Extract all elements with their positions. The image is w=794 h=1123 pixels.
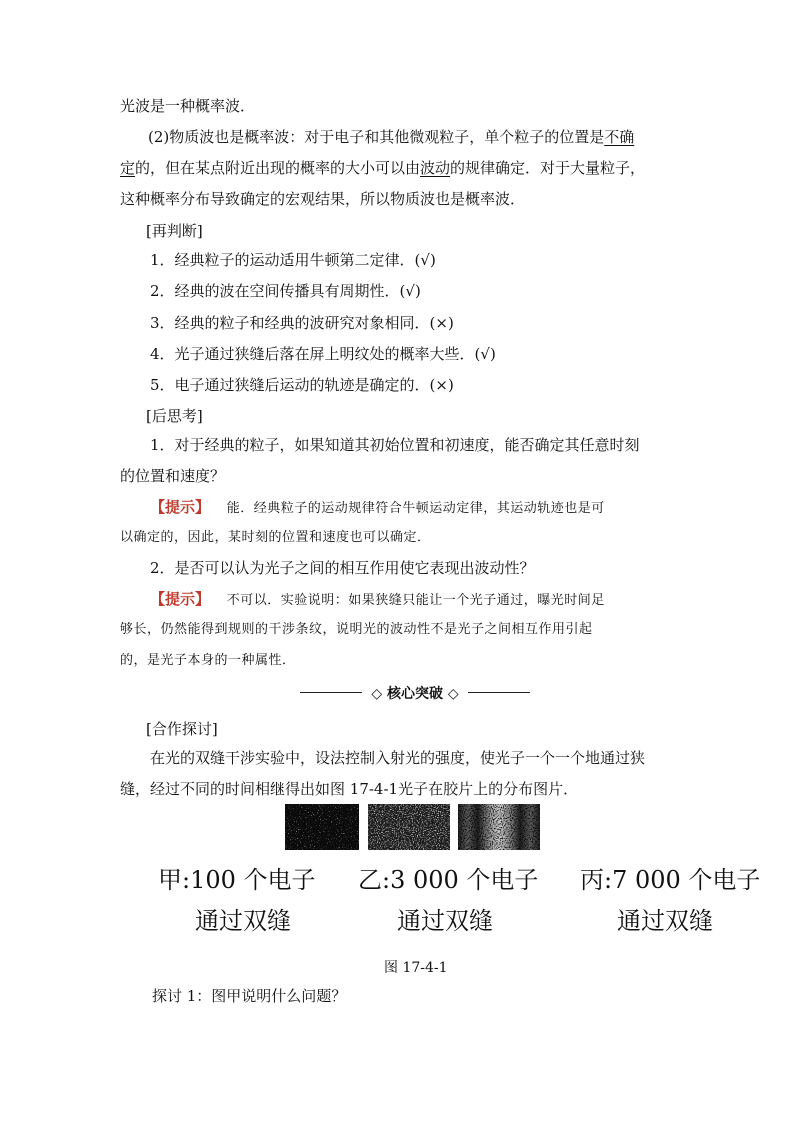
intro-line-1: 光波是一种概率波． <box>120 97 256 115</box>
caption-b-line-2: 通过双缝 <box>397 907 493 935</box>
hint-text: 能．经典粒子的运动规律符合牛顿运动定律，其运动轨迹也是可 <box>226 501 605 516</box>
underlined-term: 波动 <box>420 159 451 177</box>
explore-label: [合作探讨] <box>146 720 218 738</box>
hint-answer-1-cont: 以确定的，因此，某时刻的位置和速度也可以确定． <box>120 530 431 545</box>
underlined-term: 不确 <box>604 128 635 146</box>
hint-answer-2-cont: 够长，仍然能得到规则的干涉条纹，说明光的波动性不是光子之间相互作用引起 <box>120 622 593 637</box>
caption-c-line-1: 丙:7 000 个电子 <box>580 866 761 894</box>
hint-answer-2-cont: 的，是光子本身的一种属性． <box>120 653 296 668</box>
think-question-1-cont: 的位置和速度？ <box>120 467 226 485</box>
explore-paragraph-1: 在光的双缝干涉实验中，设法控制入射光的强度，使光子一个一个地通过狭 <box>150 749 646 767</box>
caption-c-line-2: 通过双缝 <box>617 907 713 935</box>
divider-rule-right <box>468 692 530 693</box>
judge-item: 1．经典粒子的运动适用牛顿第二定律．(√) <box>150 251 436 269</box>
photo-7000-electrons <box>458 804 540 850</box>
judge-item: 4．光子通过狭缝后落在屏上明纹处的概率大些．(√) <box>150 345 496 363</box>
caption-a-line-1: 甲:100 个电子 <box>158 866 316 894</box>
section-title: ◇ 核心突破 ◇ <box>371 686 459 702</box>
hint-text: 不可以．实验说明：如果狭缝只能让一个光子通过，曝光时间足 <box>226 593 605 608</box>
discuss-question-1: 探讨 1：图甲说明什么问题？ <box>152 987 347 1005</box>
matter-wave-text: 的，但在某点附近出现的概率的大小可以由 <box>135 159 421 177</box>
hint-tag: 【提示】 <box>150 498 211 516</box>
matter-wave-line-3: 这种概率分布导致确定的宏观结果，所以物质波也是概率波． <box>120 190 526 208</box>
matter-wave-line-2 <box>120 158 645 178</box>
hint-tag: 【提示】 <box>150 590 211 608</box>
matter-wave-text: (2)物质波也是概率波：对于电子和其他微观粒子，单个粒子的位置是 <box>148 128 605 146</box>
photo-3000-electrons <box>368 804 450 850</box>
hint-answer-2 <box>150 589 605 611</box>
explore-paragraph-2: 缝，经过不同的时间相继得出如图 17-4-1光子在胶片上的分布图片． <box>120 780 579 798</box>
judge-item: 5．电子通过狭缝后运动的轨迹是确定的．(×) <box>150 376 454 394</box>
judge-item: 2．经典的波在空间传播具有周期性．(√) <box>150 282 421 300</box>
section-divider <box>300 683 530 703</box>
caption-a-line-2: 通过双缝 <box>195 907 291 935</box>
figure-label: 图 17-4-1 <box>384 960 448 976</box>
photo-100-electrons <box>285 804 359 850</box>
matter-wave-line-1 <box>148 127 634 147</box>
underlined-term: 定 <box>120 159 136 177</box>
matter-wave-text: 的规律确定．对于大量粒子， <box>450 159 646 177</box>
divider-rule-left <box>300 692 362 693</box>
caption-b-line-1: 乙:3 000 个电子 <box>358 866 539 894</box>
judge-item: 3．经典的粒子和经典的波研究对象相同．(×) <box>150 314 454 332</box>
think-question-2: 2．是否可以认为光子之间的相互作用使它表现出波动性？ <box>150 559 535 577</box>
hint-answer-1 <box>150 497 605 519</box>
judge-label: [再判断] <box>146 222 203 240</box>
think-question-1: 1．对于经典的粒子，如果知道其初始位置和初速度，能否确定其任意时刻 <box>150 436 640 454</box>
think-label: [后思考] <box>146 407 203 425</box>
